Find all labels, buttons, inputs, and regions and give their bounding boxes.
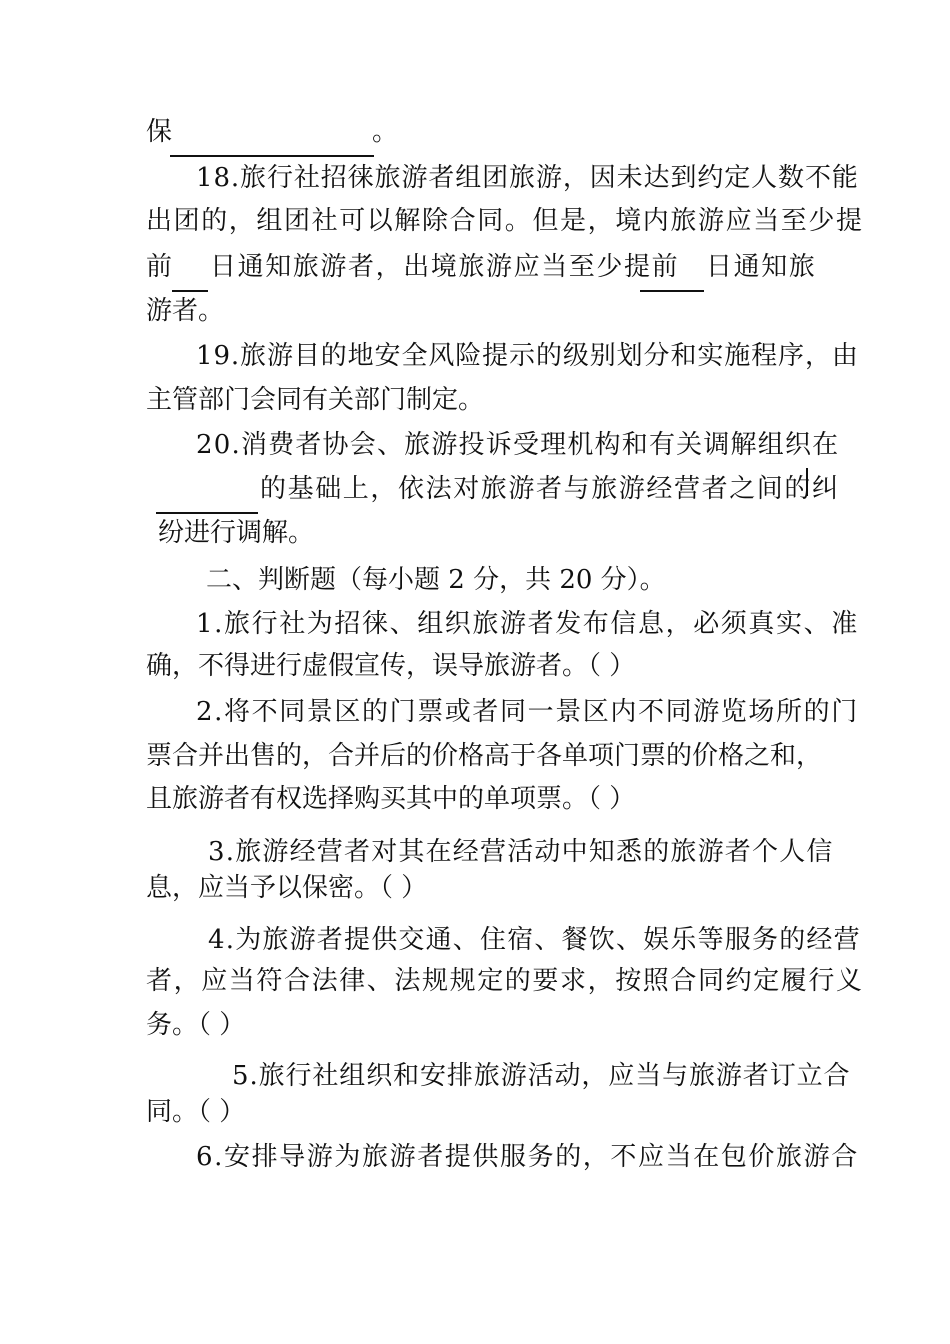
tf-item4-line2: 者，应当符合法律、法规规定的要求，按照合同约定履行义 [146, 966, 864, 996]
q18-line1: 18.旅行社招徕旅游者组团旅游，因未达到约定人数不能 [196, 163, 859, 193]
tf-item4-line3: 务。（ ） [146, 1010, 246, 1040]
tf-item4-line1: 4.为旅游者提供交通、住宿、餐饮、娱乐等服务的经营 [208, 925, 861, 955]
q18-blank-domestic [172, 290, 208, 292]
q20-line3: 纷进行调解。 [158, 518, 315, 548]
q19-line2: 主管部门会同有关部门制定。 [146, 385, 485, 415]
tf-item2-line2: 票合并出售的，合并后的价格高于各单项门票的价格之和， [146, 741, 823, 771]
q17-end: 。 [372, 117, 399, 147]
tf-item5-line2: 同。（ ） [146, 1097, 246, 1127]
q18-line3-b: 日通知旅游者，出境旅游应当至少提前 [210, 252, 680, 282]
tf-item2-line1: 2.将不同景区的门票或者同一景区内不同游览场所的门 [196, 697, 859, 727]
tf-item2-line3: 且旅游者有权选择购买其中的单项票。（ ） [146, 784, 636, 814]
q18-line4: 游者。 [146, 296, 225, 326]
q20-blank-line [156, 512, 258, 514]
q20-line2: 的基础上，依法对旅游者与旅游经营者之间的纠 [260, 474, 840, 504]
tf-item5-line1: 5.旅行社组织和安排旅游活动，应当与旅游者订立合 [232, 1061, 851, 1091]
tf-item1-line2: 确，不得进行虚假宣传，误导旅游者。（ ） [146, 651, 636, 681]
section2-heading: 二、判断题（每小题 2 分，共 20 分）。 [206, 565, 666, 595]
tf-item6-line1: 6.安排导游为旅游者提供服务的，不应当在包价旅游合 [196, 1142, 859, 1172]
q18-line2: 出团的，组团社可以解除合同。但是，境内旅游应当至少提 [146, 206, 864, 236]
q20-line1: 20.消费者协会、旅游投诉受理机构和有关调解组织在 [196, 430, 840, 460]
tf-item3-line2: 息，应当予以保密。（ ） [146, 873, 428, 903]
tf-item1-line1: 1.旅行社为招徕、组织旅游者发布信息，必须真实、准 [196, 609, 859, 639]
q17-blank-line [170, 155, 374, 157]
q17-lead: 保 [146, 117, 173, 147]
q19-line1: 19.旅游目的地安全风险提示的级别划分和实施程序，由 [196, 341, 859, 371]
q18-line3-c: 日通知旅 [706, 252, 817, 282]
q18-blank-outbound [640, 290, 704, 292]
tf-item3-line1: 3.旅游经营者对其在经营活动中知悉的旅游者个人信 [208, 837, 834, 867]
q18-line3-a: 前 [146, 252, 173, 282]
